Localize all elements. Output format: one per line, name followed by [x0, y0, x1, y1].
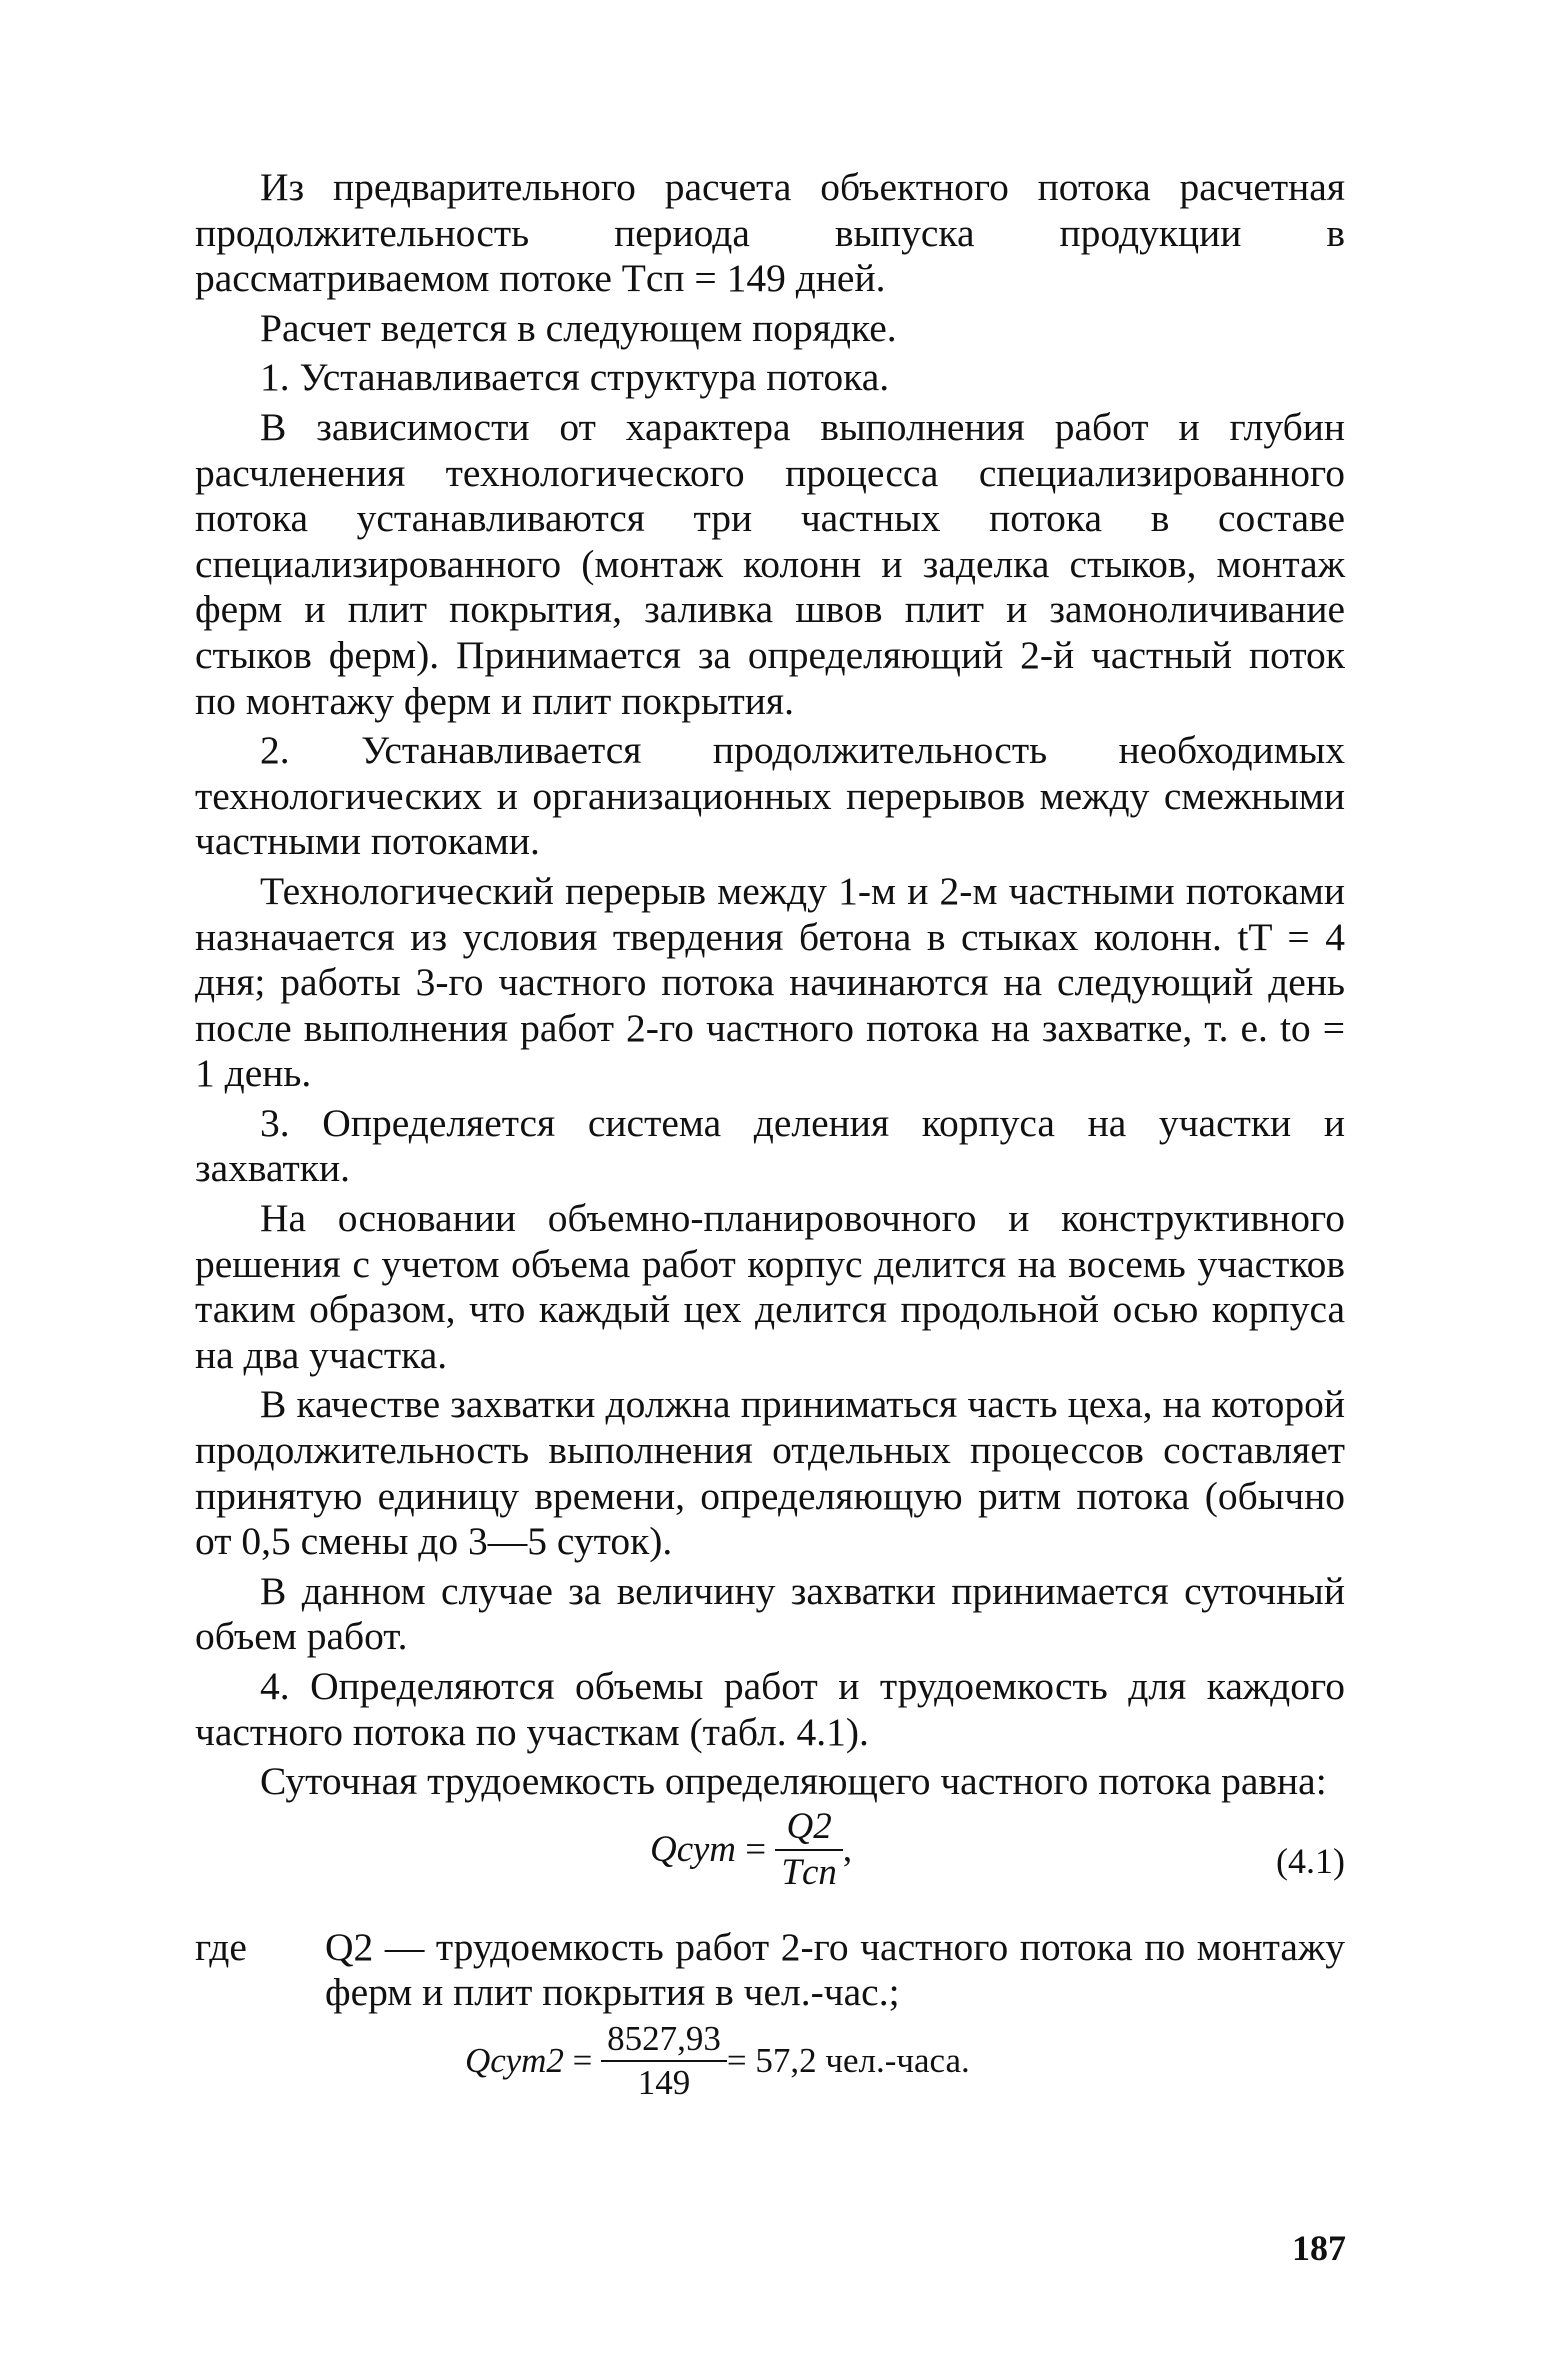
formula-calculation	[195, 2016, 1345, 2128]
formula-calculation-fraction	[601, 2018, 727, 2104]
formula-4-1-fraction	[775, 1805, 843, 1895]
formula-calculation-numerator: 8527,93	[607, 2018, 721, 2058]
paragraph-1: Из предварительного расчета объектного потока расчетная продолжительность периода выпуска продукции в рассматриваемом потоке Tсп = 149 дней.	[195, 165, 1345, 301]
paragraph-4: В зависимости от характера выполнения работ и глубин расчленения технологического процесса специализированного потока устанавливаются три частных потока в составе специализированного (монтаж колонн и заделка стыков, монтаж ферм и плит покрытия, заливка швов плит и замоноличивание стыков ферм). Принимается за определяющий 2-й частный поток по монтажу ферм и плит покрытия.	[195, 404, 1345, 723]
formula-4-1-lhs: Qсут	[650, 1828, 737, 1870]
formula-calculation-result: = 57,2 чел.-часа.	[726, 2040, 970, 2080]
formula-calculation-equals: =	[563, 2040, 602, 2080]
formula-4-1-comma: ,	[842, 1828, 853, 1870]
where-clause	[195, 1925, 1345, 2016]
paragraph-3: 1. Устанавливается структура потока.	[260, 355, 890, 400]
paragraph-2: Расчет ведется в следующем порядке.	[260, 305, 897, 350]
equation-number: (4.1)	[1276, 1840, 1345, 1881]
formula-calculation-lhs: Qсут2	[465, 2040, 564, 2080]
where-label: где	[195, 1924, 247, 1969]
formula-calculation-denominator: 149	[637, 2062, 691, 2102]
formula-calculation-expression	[465, 2018, 970, 2104]
paragraph-11: 4. Определяются объемы работ и трудоемкость для каждого частного потока по участкам (табл. 4.1).	[195, 1664, 1345, 1754]
paragraph-9: В качестве захватки должна приниматься часть цеха, на которой продолжительность выполнения отдельных процессов составляет принятую единицу времени, определяющую ритм потока (обычно от 0,5 смены до 3—5 суток).	[195, 1382, 1345, 1564]
paragraph-7: 3. Определяется система деления корпуса на участки и захватки.	[195, 1100, 1345, 1191]
paragraph-12: Суточная трудоемкость определяющего частного потока равна:	[260, 1759, 1327, 1804]
where-text: Q2 — трудоемкость работ 2-го частного потока по монтажу ферм и плит покрытия в чел.-час.;	[325, 1924, 1345, 2015]
formula-4-1	[195, 1805, 1345, 1917]
paragraph-8: На основании объемно-планировочного и конструктивного решения с учетом объема работ корпус делится на восемь участков таким образом, что каждый цех делится продольной осью корпуса на два участка.	[195, 1196, 1345, 1377]
paragraph-5: 2. Устанавливается продолжительность необходимых технологических и организационных перерывов между смежными частными потоками.	[195, 728, 1345, 864]
page-number: 187	[1292, 2228, 1346, 2268]
paragraph-10: В данном случае за величину захватки принимается суточный объем работ.	[195, 1568, 1345, 1659]
body-text	[195, 165, 1345, 2128]
formula-4-1-expression	[650, 1805, 852, 1895]
formula-4-1-denominator: Tсп	[781, 1851, 837, 1893]
formula-4-1-numerator: Q2	[786, 1805, 832, 1847]
paragraph-6: Технологический перерыв между 1-м и 2-м частными потоками назначается из условия твердения бетона в стыках колонн. tT = 4 дня; работы 3-го частного потока начинаются на следующий день после выполнения работ 2-го частного потока на захватке, т. е. to = 1 день.	[195, 868, 1345, 1096]
formula-4-1-equals: =	[736, 1828, 776, 1870]
